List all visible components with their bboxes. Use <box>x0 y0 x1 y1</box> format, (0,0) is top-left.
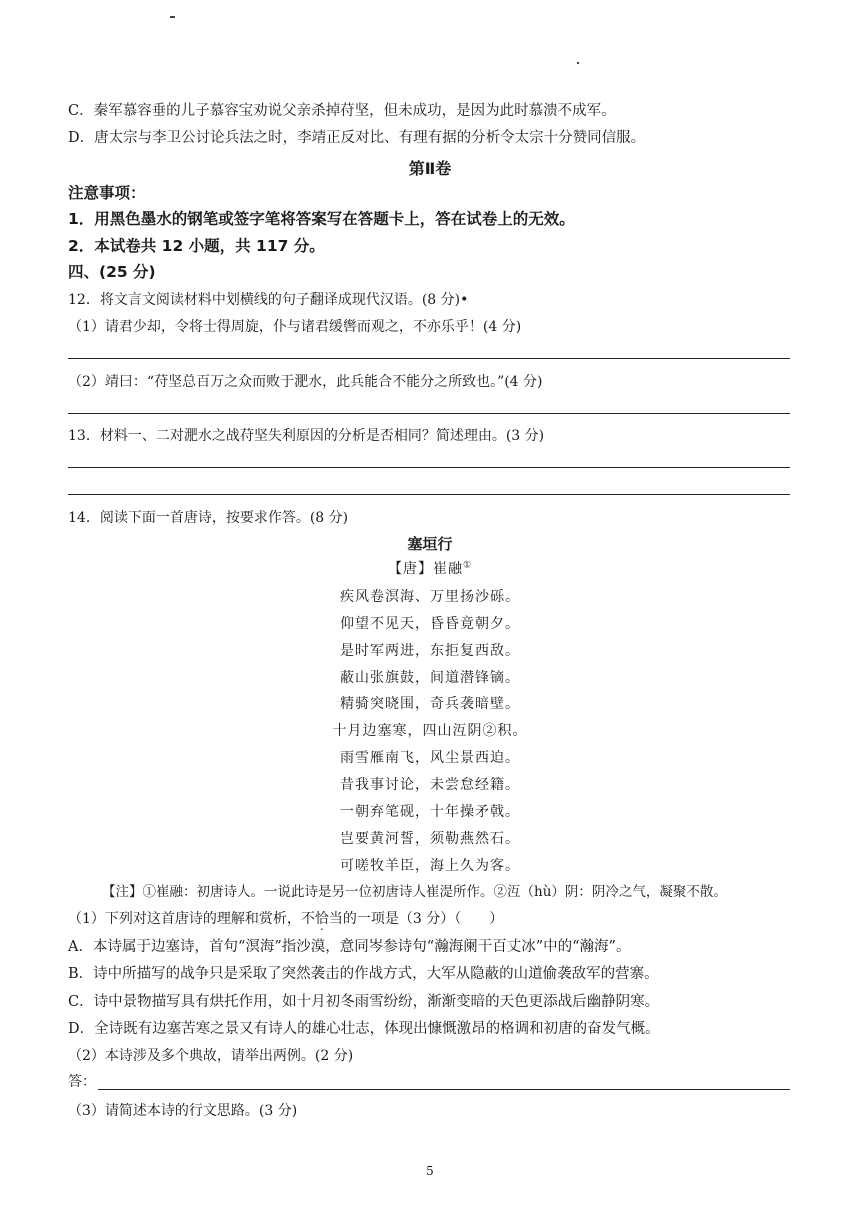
emphasis-not-appropriate: 不恰当 <box>300 911 343 927</box>
q14-sub1-text-after: 的一项是（3 分）（ ） <box>342 911 504 927</box>
poem-note: 【注】①崔融：初唐诗人。一说此诗是另一位初唐诗人崔湜所作。②沍（hù）阴：阴冷之气，凝聚不散。 <box>102 884 727 900</box>
q12-sub1: （1）请君少却，令将士得周旋，仆与诸君缓辔而观之，不亦乐乎！(4 分) <box>68 319 522 335</box>
q14-stem: 14．阅读下面一首唐诗，按要求作答。(8 分) <box>68 510 349 526</box>
option-d-prev: D．唐太宗与李卫公讨论兵法之时，李靖正反对比、有理有据的分析令太宗十分赞同信服。 <box>68 130 646 146</box>
poem-line: 岂要黄河誓，须勒燕然石。 <box>340 831 520 847</box>
footnote-marker: ① <box>462 560 473 571</box>
answer-line[interactable] <box>68 467 790 468</box>
notice-item-1: 1．用黑色墨水的钢笔或签字笔将答案写在答题卡上，答在试卷上的无效。 <box>68 210 575 228</box>
poem-line: 昔我事讨论，未尝怠经籍。 <box>340 777 520 793</box>
poem-line: 雨雪雁南飞，风尘景西迫。 <box>340 750 520 766</box>
page-number: 5 <box>426 1164 434 1178</box>
poem-line: 精骑突晓围，奇兵袭暗壁。 <box>340 696 520 712</box>
q14-option-b[interactable]: B．诗中所描写的战争只是采取了突然袭击的作战方式，大军从隐蔽的山道偷袭敌军的营寨。 <box>68 966 659 982</box>
scan-speck <box>577 62 579 64</box>
poem-line: 十月边塞寒，四山沍阴②积。 <box>332 723 528 739</box>
section-title: 第Ⅱ卷 <box>408 159 452 178</box>
answer-label: 答： <box>68 1074 96 1090</box>
poem-title: 塞垣行 <box>407 535 453 553</box>
poem-line: 仰望不见天，昏昏竟朝夕。 <box>340 616 520 632</box>
q13-stem: 13．材料一、二对淝水之战苻坚失利原因的分析是否相同？简述理由。(3 分) <box>68 428 545 444</box>
answer-line[interactable] <box>68 358 790 359</box>
answer-line[interactable] <box>98 1089 790 1090</box>
q12-stem: 12．将文言文阅读材料中划横线的句子翻译成现代汉语。(8 分)• <box>68 292 469 308</box>
option-c-prev: C．秦军慕容垂的儿子慕容宝劝说父亲杀掉苻坚，但未成功，是因为此时慕溃不成军。 <box>68 103 616 119</box>
poem-author-text: 【唐】崔融 <box>387 561 463 577</box>
poem-line: 蔽山张旗鼓，间道潜锋镝。 <box>340 670 520 686</box>
q14-sub1-text-before: （1）下列对这首唐诗的理解和赏析， <box>68 911 301 927</box>
q14-sub3: （3）请简述本诗的行文思路。(3 分) <box>68 1103 298 1119</box>
poem-line: 一朝弃笔砚，十年操矛戟。 <box>340 804 520 820</box>
poem-line: 可嗟牧羊臣，海上久为客。 <box>340 858 520 874</box>
poem-line: 疾风卷溟海、万里扬沙砾。 <box>340 589 520 605</box>
poem-author <box>0 559 860 579</box>
answer-line[interactable] <box>68 413 790 414</box>
notice-title: 注意事项： <box>68 184 146 202</box>
poem-line: 是时军两进，东拒复西敌。 <box>340 643 520 659</box>
q14-sub2: （2）本诗涉及多个典故，请举出两例。(2 分) <box>68 1048 354 1064</box>
notice-item-2: 2．本试卷共 12 小题，共 117 分。 <box>68 237 325 255</box>
q14-option-a[interactable]: A．本诗属于边塞诗，首句“溟海”指沙漠，意同岑参诗句“瀚海阑干百丈冰”中的“瀚海”。 <box>68 939 631 955</box>
answer-line[interactable] <box>68 494 790 495</box>
q14-option-c[interactable]: C．诗中景物描写具有烘托作用，如十月初冬雨雪纷纷，渐渐变暗的天色更添战后幽静阴寒。 <box>68 994 660 1010</box>
q14-option-d[interactable]: D．全诗既有边塞苦寒之景又有诗人的雄心壮志，体现出慷慨激昂的格调和初唐的奋发气概。 <box>68 1021 660 1037</box>
q14-sub1-stem <box>68 909 503 929</box>
q12-sub2: （2）靖曰：“苻坚总百万之众而败于淝水，此兵能合不能分之所致也。”(4 分) <box>68 374 543 390</box>
part-four-heading: 四、(25 分) <box>68 263 156 281</box>
scan-speck <box>170 16 175 18</box>
